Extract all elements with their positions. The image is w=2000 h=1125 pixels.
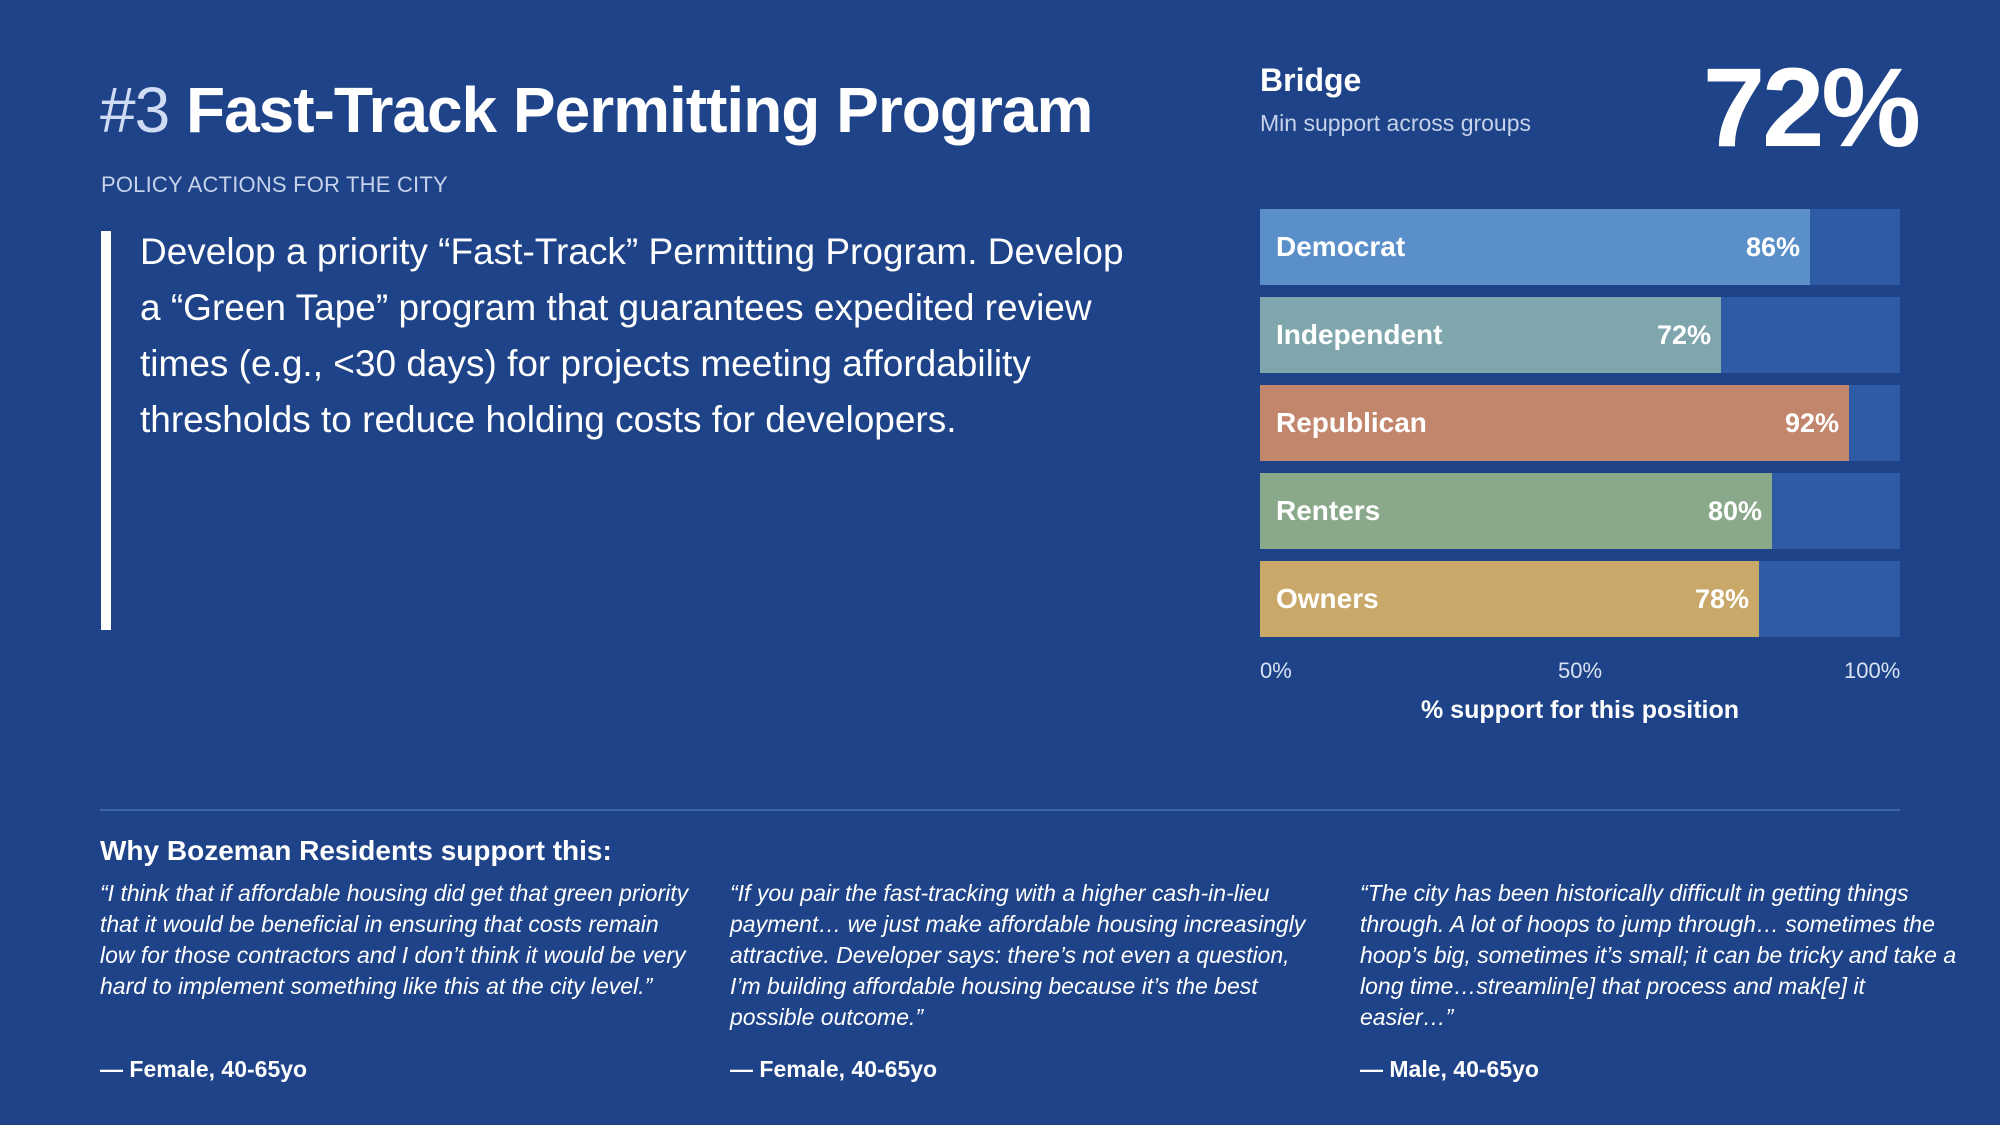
policy-description: Develop a priority “Fast-Track” Permitting Program. Develop a “Green Tape” program that guarantees expedited review times (e.g., <30 days) for projects meeting affordability thresholds to reduce holding costs for developers. <box>140 231 1124 440</box>
quote-card <box>1360 878 1960 1082</box>
bar-track <box>1260 473 1900 549</box>
support-bar-chart <box>1260 209 1901 683</box>
bar-category-label: Republican <box>1276 407 1427 438</box>
quote-card <box>100 878 690 1082</box>
x-tick-label: 0% <box>1260 658 1292 683</box>
bar-value-label: 78% <box>1694 584 1749 614</box>
policy-number: #3 <box>100 74 170 146</box>
bar-track <box>1260 297 1900 373</box>
x-tick-label: 100% <box>1844 658 1901 683</box>
x-axis-label: % support for this position <box>1420 696 1740 724</box>
bar-track <box>1260 385 1900 461</box>
section-subtitle: POLICY ACTIONS FOR THE CITY <box>101 172 448 197</box>
bar-category-label: Owners <box>1276 583 1379 614</box>
quotes-heading: Why Bozeman Residents support this: <box>100 835 612 866</box>
quote-text: “I think that if affordable housing did get that green priority that it would be beneficial in ensuring that costs remain low for those contractors and I don’t think it would be very hard to implement something like this at the city level.” <box>100 880 689 999</box>
section-divider <box>100 809 1900 811</box>
bar-track <box>1260 209 1900 285</box>
policy-title: Fast-Track Permitting Program <box>185 74 1093 146</box>
bar-value-label: 72% <box>1656 320 1711 350</box>
quote-text: “The city has been historically difficult in getting things through. A lot of hoops to jump through… sometimes the hoop’s big, sometimes it’s small; it can be tricky and take a long time…streamlin[e] that process and mak[e] it easier…” <box>1360 880 1957 1030</box>
bar-category-label: Independent <box>1276 319 1443 350</box>
quote-accent-bar <box>101 231 111 630</box>
quote-attribution: — Male, 40-65yo <box>1360 1056 1539 1082</box>
bar-value-label: 92% <box>1784 408 1839 438</box>
quote-text: “If you pair the fast-tracking with a higher cash-in-lieu payment… we just make affordable housing increasingly attractive. Developer says: there’s not even a question, I’m building affordable housing because it’s the best possible outcome.” <box>730 880 1306 1030</box>
bar-value-label: 80% <box>1707 496 1762 526</box>
quote-card <box>730 878 1320 1082</box>
bar-value-label: 86% <box>1745 232 1800 262</box>
bar-category-label: Renters <box>1276 495 1381 526</box>
page-title <box>100 72 1092 148</box>
x-tick-label: 50% <box>1558 658 1603 683</box>
quote-attribution: — Female, 40-65yo <box>100 1056 308 1082</box>
bridge-sublabel: Min support across groups <box>1260 110 1532 136</box>
bar-track <box>1260 561 1900 637</box>
bridge-value: 72% <box>1702 45 1918 170</box>
quote-attribution: — Female, 40-65yo <box>730 1056 938 1082</box>
bridge-label: Bridge <box>1260 62 1362 98</box>
bar-category-label: Democrat <box>1276 231 1406 262</box>
